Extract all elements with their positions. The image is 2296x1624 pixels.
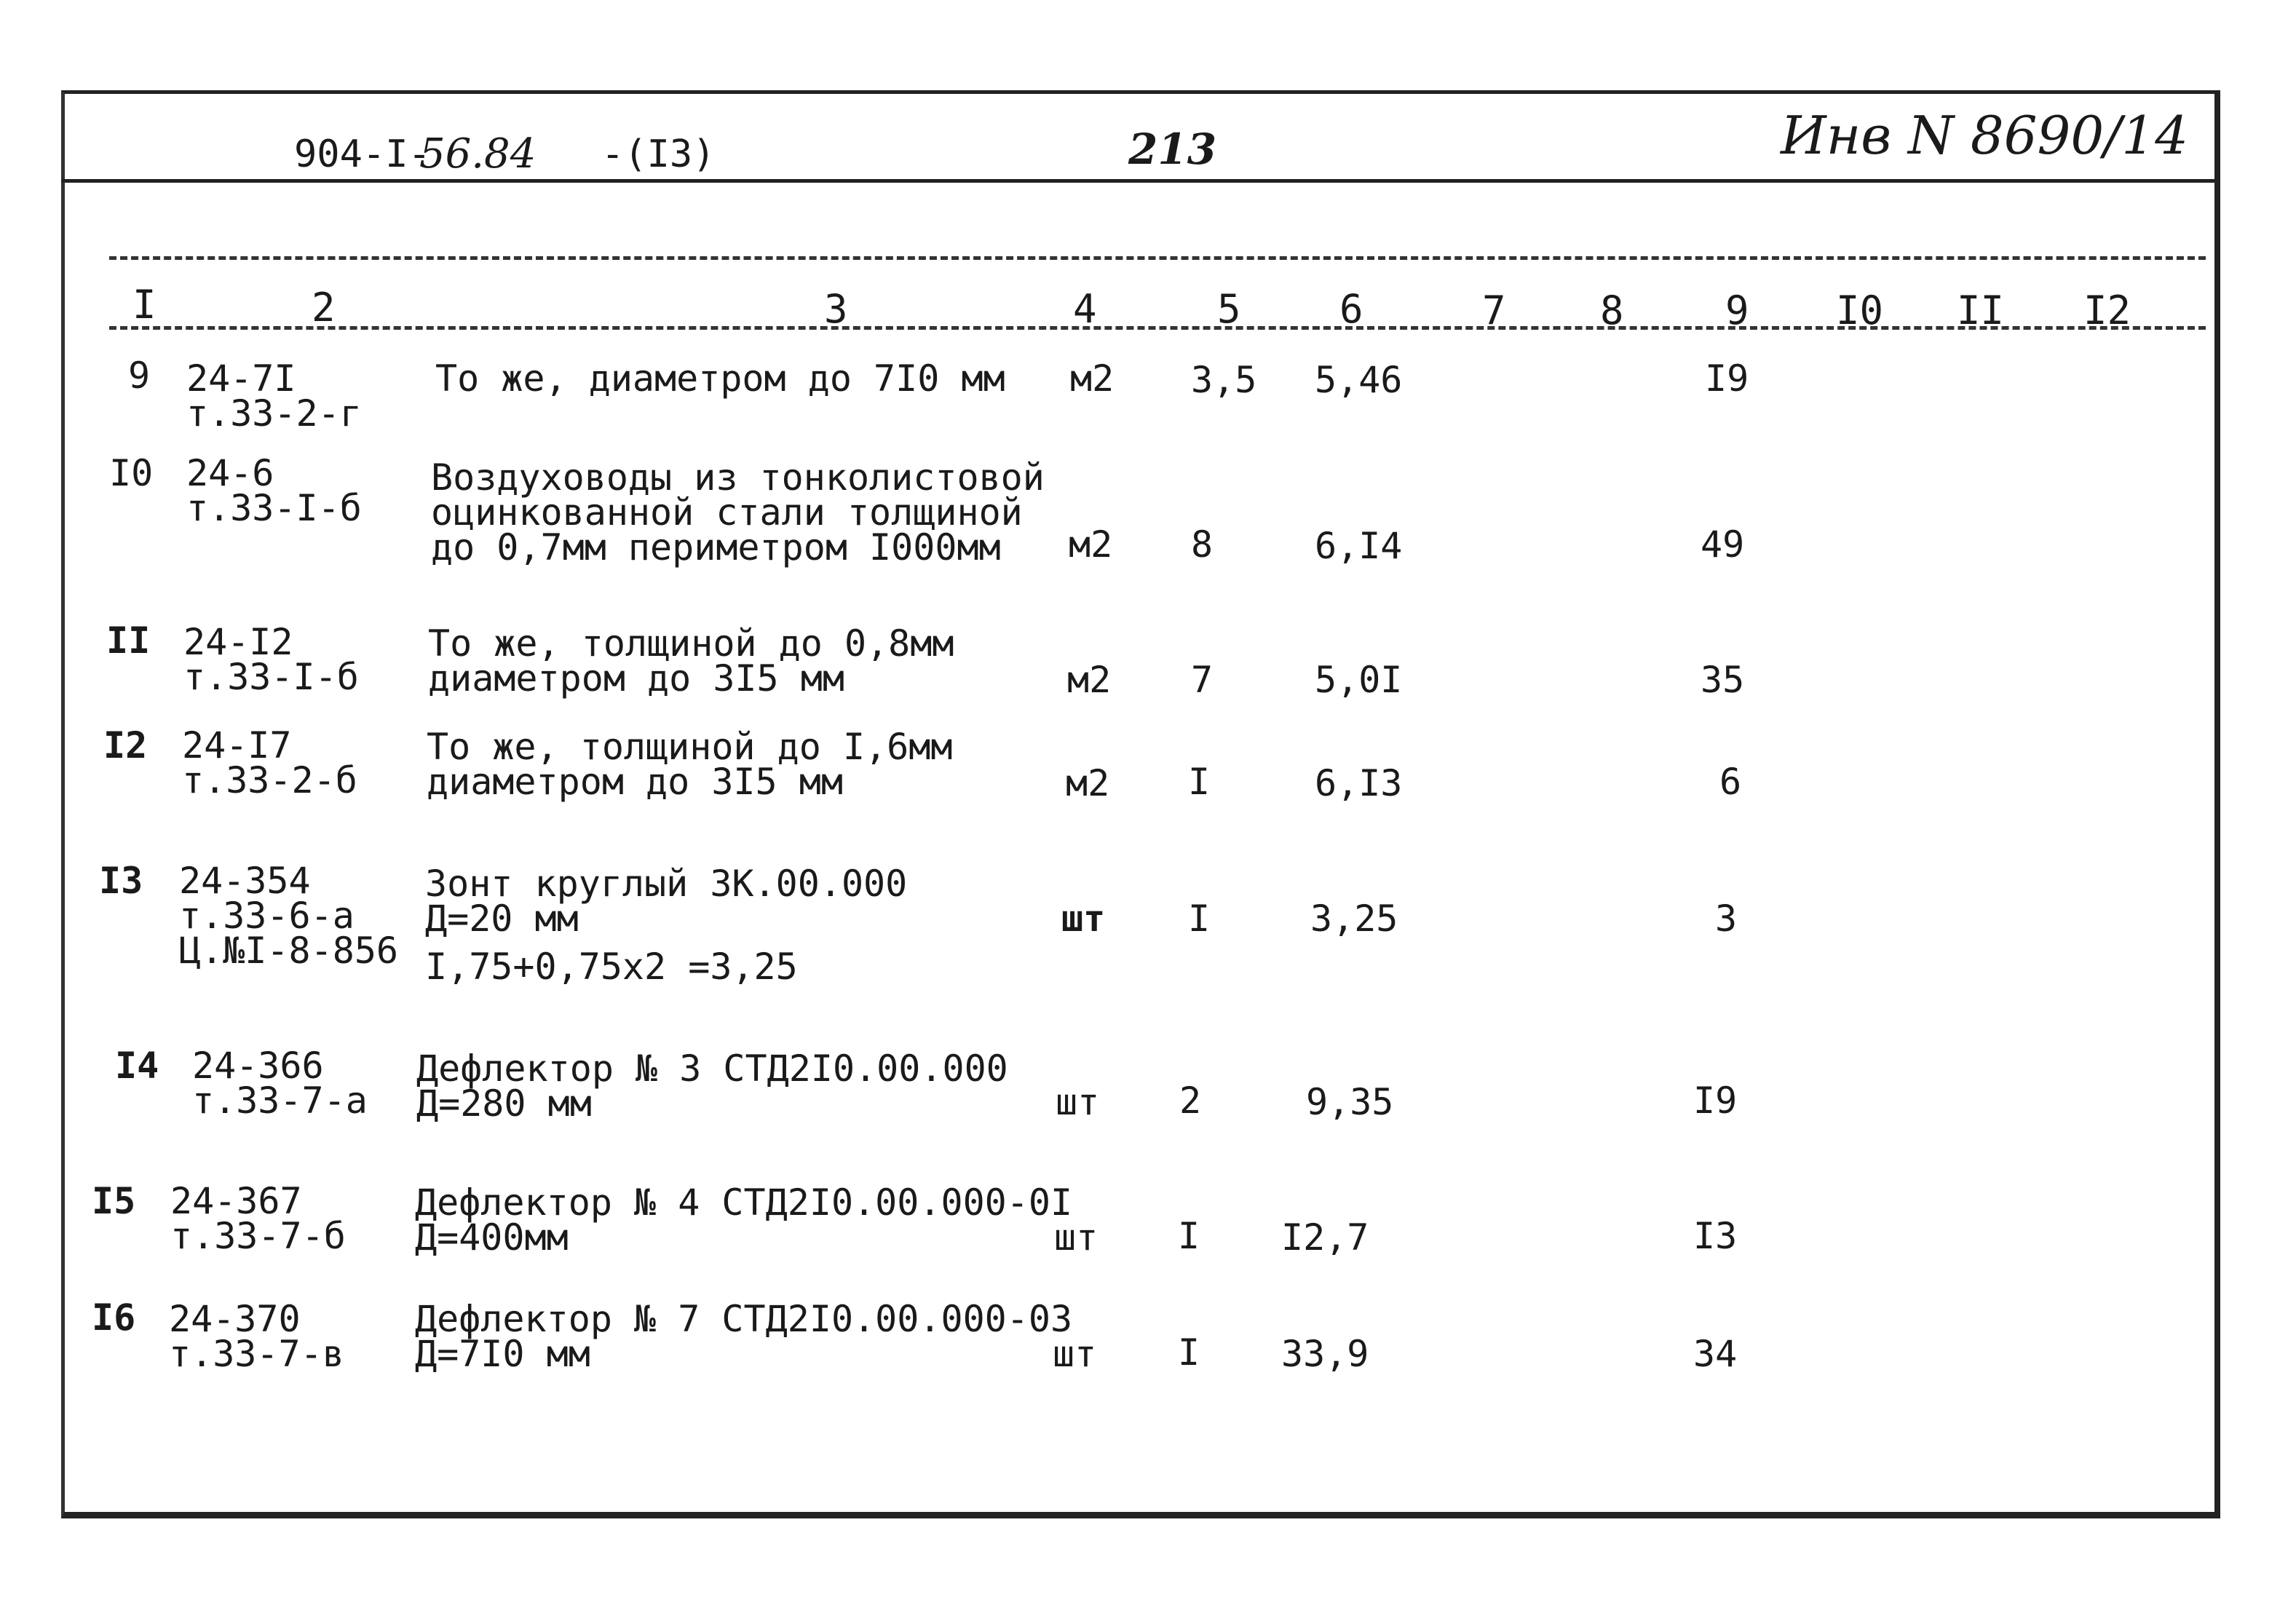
work-description: То же, диаметром до 7I0 мм (435, 357, 1005, 400)
unit: шт (1053, 1333, 1097, 1375)
series-prefix: 904-I- (294, 132, 431, 176)
quantity: 3,5 (1191, 359, 1257, 401)
dashed-rule-columns (109, 326, 2206, 330)
work-description: Воздуховоды из тонколистовой оцинкованной стали толщиной до 0,7мм периметром I000мм (431, 456, 1045, 569)
row-number: II (106, 619, 151, 662)
norm-code: 24-7I т.33-2-г (186, 357, 362, 435)
work-description: Дефлектор № 7 СТД2I0.00.000-03 Д=7I0 мм (415, 1298, 1073, 1375)
unit: м2 (1066, 762, 1110, 804)
total-cost: I9 (1705, 357, 1749, 400)
work-description: Дефлектор № 3 СТД2I0.00.000 Д=280 мм (416, 1047, 1008, 1125)
quantity: 2 (1179, 1080, 1202, 1122)
column-number: 5 (1217, 286, 1241, 332)
column-number: 8 (1600, 288, 1624, 333)
column-number: II (1957, 288, 2005, 333)
norm-code: 24-370 т.33-7-в (169, 1298, 344, 1375)
row-number: I0 (109, 452, 154, 494)
norm-code: 24-I2 т.33-I-б (183, 621, 359, 698)
quantity: I (1178, 1215, 1200, 1257)
unit-price: 9,35 (1306, 1081, 1394, 1123)
total-cost: 3 (1715, 898, 1738, 940)
column-number: I2 (2083, 288, 2131, 333)
row-number: I4 (115, 1045, 159, 1087)
unit-price: 6,I4 (1315, 525, 1403, 567)
unit-price: 33,9 (1281, 1333, 1369, 1375)
page-number: 213 (1128, 124, 1217, 174)
row-number: I3 (99, 860, 143, 902)
work-description: Зонт круглый ЗК.00.000 Д=20 мм (425, 863, 908, 940)
unit: м2 (1070, 357, 1115, 400)
column-number: 9 (1725, 288, 1749, 333)
unit-price: 6,I3 (1315, 762, 1403, 804)
row-number: I2 (103, 724, 148, 767)
quantity: I (1188, 898, 1211, 940)
unit: шт (1056, 1081, 1100, 1123)
total-cost: 6 (1719, 761, 1742, 803)
norm-code: 24-367 т.33-7-б (170, 1180, 346, 1257)
column-number: 4 (1073, 286, 1097, 332)
column-number: I0 (1836, 288, 1884, 333)
unit: м2 (1069, 523, 1113, 566)
column-number: 6 (1339, 286, 1363, 332)
row-number: 9 (128, 354, 151, 397)
total-cost: 49 (1701, 523, 1745, 566)
page-frame (61, 90, 2220, 1518)
norm-code: 24-366 т.33-7-а (192, 1045, 368, 1122)
row-number: I5 (92, 1180, 136, 1222)
unit-price: I2,7 (1281, 1216, 1369, 1259)
row-number: I6 (92, 1296, 136, 1339)
series-handwritten: 56.84 (419, 130, 537, 178)
quantity: I (1188, 761, 1211, 803)
dashed-rule-top (109, 256, 2206, 260)
header-rule (61, 179, 2220, 183)
total-cost: I3 (1693, 1215, 1738, 1257)
total-cost: I9 (1693, 1080, 1738, 1122)
total-cost: 35 (1701, 659, 1745, 701)
unit: шт (1061, 898, 1106, 940)
column-number: 7 (1482, 288, 1506, 333)
inventory-number: Инв N 8690/14 (1781, 105, 2189, 166)
quantity-calculation: I,75+0,75х2 =3,25 (425, 946, 798, 988)
quantity: 8 (1191, 523, 1214, 566)
unit-price: 3,25 (1310, 898, 1398, 940)
unit: м2 (1067, 659, 1112, 701)
work-description: То же, толщиной до 0,8мм диаметром до 3I5 мм (428, 622, 954, 700)
column-number: 2 (312, 285, 336, 330)
work-description: То же, толщиной до I,6мм диаметром до 3I5 мм (427, 726, 953, 803)
column-number: I (132, 282, 157, 328)
unit-price: 5,46 (1315, 359, 1403, 401)
norm-code: 24-I7 т.33-2-б (182, 724, 357, 801)
norm-code: 24-6 т.33-I-б (186, 452, 362, 529)
quantity: 7 (1191, 659, 1214, 701)
norm-code: 24-354 т.33-6-а Ц.№I-8-856 (179, 860, 399, 972)
work-description: Дефлектор № 4 СТД2I0.00.000-0I Д=400мм (415, 1181, 1073, 1259)
total-cost: 34 (1693, 1333, 1738, 1375)
column-number: 3 (824, 286, 848, 332)
album-label: -(I3) (601, 132, 716, 176)
quantity: I (1178, 1331, 1200, 1374)
unit-price: 5,0I (1315, 659, 1403, 701)
unit: шт (1054, 1216, 1098, 1259)
